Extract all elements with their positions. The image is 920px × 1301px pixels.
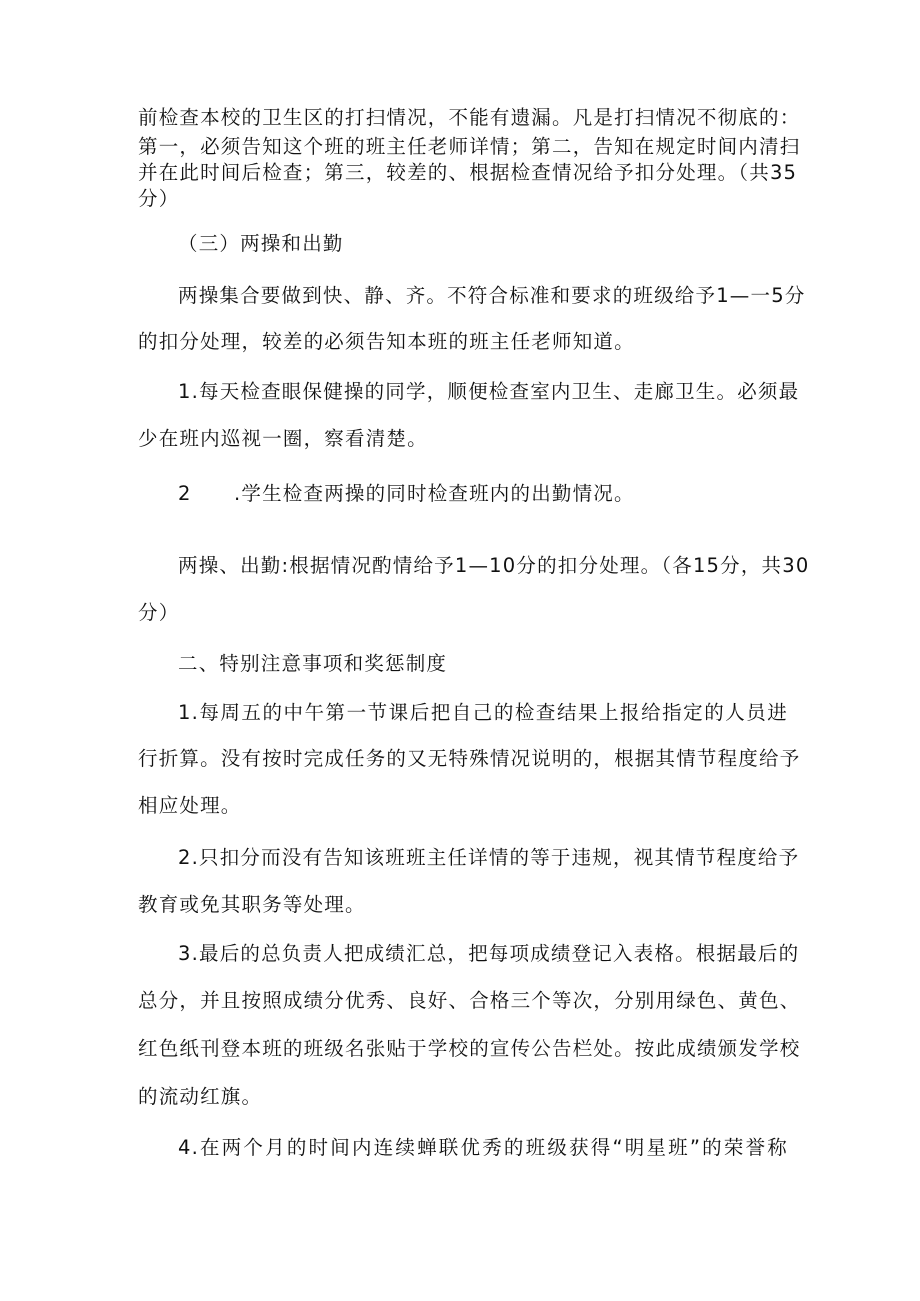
list-item-line: 少在班内巡视一圈，察看清楚。 xyxy=(138,427,428,450)
paragraph-line: 的扣分处理，较差的必须告知本班的班主任老师知道。 xyxy=(138,330,635,353)
paragraph-line: 并在此时间后检查；第三，较差的、根据检查情况给予扣分处理。（共35 xyxy=(138,161,798,184)
rule-line: 行折算。没有按时完成任务的又无特殊情况说明的，根据其情节程度给予 xyxy=(138,747,801,770)
paragraph-line: 两操集合要做到快、静、齐。不符合标准和要求的班级给予1—一5分 xyxy=(178,284,806,307)
rule-line: 2.只扣分而没有告知该班班主任详情的等于违规，视其情节程度给予 xyxy=(178,846,800,869)
paragraph-line: 两操、出勤:根据情况酌情给予1—10分的扣分处理。（各15分，共30 xyxy=(178,554,810,577)
paragraph-line: 前检查本校的卫生区的打扫情况，不能有遗漏。凡是打扫情况不彻底的： xyxy=(138,106,801,129)
section-heading: （三）两操和出勤 xyxy=(178,232,344,255)
paragraph-line: 第一，必须告知这个班的班主任老师详情；第二，告知在规定时间内清扫 xyxy=(138,135,801,158)
paragraph-line: 分） xyxy=(138,601,180,624)
rule-line: 3.最后的总负责人把成绩汇总，把每项成绩登记入表格。根据最后的 xyxy=(178,942,800,965)
rule-line: 教育或免其职务等处理。 xyxy=(138,893,366,916)
list-item-line: 1.每天检查眼保健操的同学，顺便检查室内卫生、走廊卫生。必须最 xyxy=(178,380,800,403)
rule-line: 红色纸刊登本班的班级名张贴于学校的宣传公告栏处。按此成绩颁发学校 xyxy=(138,1037,801,1060)
rule-line: 1.每周五的中午第一节课后把自己的检查结果上报给指定的人员进 xyxy=(178,701,788,724)
rule-line: 的流动红旗。 xyxy=(138,1085,263,1108)
list-item-text: .学生检查两操的同时检查班内的出勤情况。 xyxy=(234,482,635,505)
section-heading: 二、特别注意事项和奖惩制度 xyxy=(178,652,448,675)
rule-line: 总分，并且按照成绩分优秀、良好、合格三个等次，分别用绿色、黄色、 xyxy=(138,989,801,1012)
rule-line: 相应处理。 xyxy=(138,794,242,817)
list-item-number: 2 xyxy=(178,482,192,505)
list-item xyxy=(178,482,828,506)
paragraph-line: 分） xyxy=(138,187,180,210)
rule-line: 4.在两个月的时间内连续蝉联优秀的班级获得“明星班”的荣誉称 xyxy=(178,1136,788,1159)
